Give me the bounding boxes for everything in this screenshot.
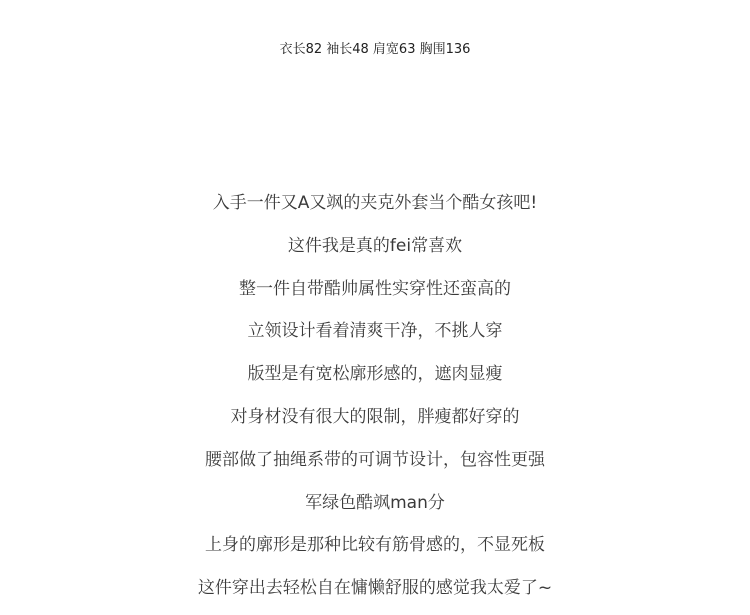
description-line: 整一件自带酷帅属性实穿性还蛮高的 (239, 278, 511, 299)
description-line: 腰部做了抽绳系带的可调节设计，包容性更强 (205, 449, 545, 470)
size-info: 衣长82 袖长48 肩宽63 胸围136 (279, 42, 471, 57)
description-line: 立领设计看着清爽干净，不挑人穿 (247, 321, 503, 342)
description-line: 这件穿出去轻松自在慵懒舒服的感觉我太爱了~ (197, 578, 553, 599)
description-line: 军绿色酷飒man分 (305, 492, 445, 513)
description-line: 版型是有宽松廓形感的，遮肉显瘦 (247, 364, 503, 385)
description-line: 对身材没有很大的限制，胖瘦都好穿的 (230, 406, 520, 427)
description-line: 入手一件又A又飒的夹克外套当个酷女孩吧! (212, 193, 538, 213)
product-description (0, 184, 750, 612)
description-line: 这件我是真的fei常喜欢 (287, 235, 463, 256)
description-line: 上身的廓形是那种比较有筋骨感的，不显死板 (205, 535, 545, 556)
